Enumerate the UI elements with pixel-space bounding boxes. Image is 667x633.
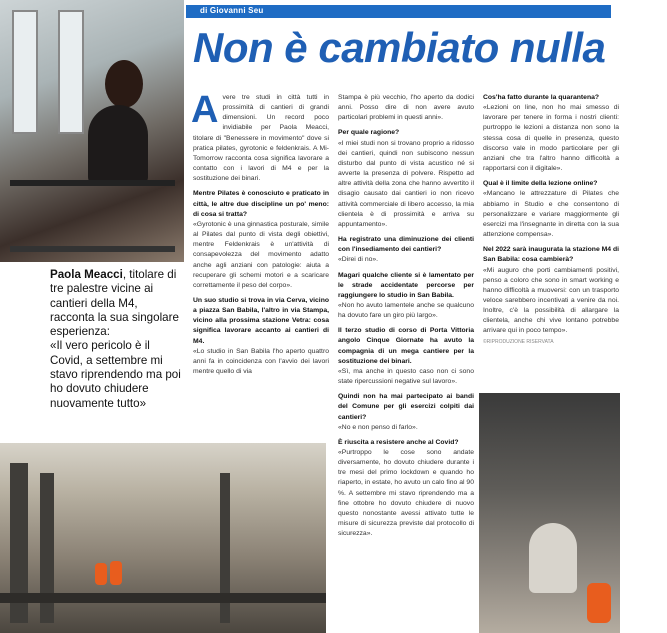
person-body-shape	[88, 105, 148, 185]
photo-pilates-studio	[0, 0, 184, 262]
question-5: Magari qualche cliente si è lamentato per le strade accidentate percorse per raggiungere lo studio in San Babila.	[338, 271, 474, 299]
question-11: Nel 2022 sarà inaugurata la stazione M4 di San Babila: cosa cambierà?	[483, 246, 619, 264]
answer-11: «Mi auguro che porti cambiamenti positivi, penso a coloro che sono in smart working e hanno difficoltà a muoversi: con un trasporto veloce sarebbero incentivati a venire da noi. Inoltre, c'è la possibilità di allargare la clientela, anche chi vive lontano potrebbe arrivare qui in poco tempo».	[483, 266, 619, 335]
article-column-3	[483, 93, 619, 347]
answer-2: «Lo studio in San Babila l'ho aperto quattro anni fa in coincidenza con l'avvio dei lavori mentre quello di via	[193, 347, 329, 376]
dropcap: A	[191, 89, 219, 131]
window-shape	[58, 10, 84, 134]
worker-shape	[587, 583, 611, 623]
caption-text: , titolare di tre palestre vicine ai cantieri della M4, racconta la sua singolare esperienza:	[50, 268, 179, 339]
answer-9: «Lezioni on line, non ho mai smesso di lavorare per tenere in forma i nostri clienti: purtroppo le lezioni a distanza non sono la stessa cosa di quelle in presenza, questo discorso vale in modo particolare per gli anziani che tra l'altro hanno difficoltà a rapportarsi con il digitale».	[483, 104, 619, 173]
byline: di Giovanni Seu	[200, 6, 264, 15]
caption-name: Paola Meacci	[50, 268, 123, 281]
article-column-2	[338, 93, 474, 539]
answer-8: «Purtroppo le cose sono andate diversamente, ho dovuto chiudere durante i tre mesi del primo lockdown e quando ho riaperto, in estate, ho avuto un calo fino al 90 %. A settembre mi stavo riprendendo ma a fine ottobre ho dovuto chiudere di nuovo questo nonostante avessi attivato tutte le misure di sicurezza previste dal protocollo di sicurezza».	[338, 449, 474, 538]
caption-quote: «Il vero pericolo è il Covid, a settembre mi stavo riprendendo ma poi ho dovuto chiudere nuovamente tutto»	[50, 339, 181, 410]
answer-1: «Gyrotonic è una ginnastica posturale, simile al Pilates dal punto di vista degli obiettivi, mentre Feldenkrais è un'attività di consapevolezza del movimento adatto anche agli anziani con patologie: aiuta a recuperare gli schemi motori e a scaricare correttamente il peso del corpo».	[193, 220, 329, 289]
answer-10: «Mancano le attrezzature di Pilates che abbiamo in Studio e che consentono di personalizzare e variare maggiormente gli esercizi ma l'insegnante in diretta con la sua attenzione compensa».	[483, 190, 619, 239]
photo-caption	[50, 268, 182, 411]
article-column-1	[191, 89, 329, 377]
pilates-reformer-shape	[10, 180, 175, 252]
question-9: Cos'ha fatto durante la quarantena?	[483, 94, 600, 101]
photo-tunnel-boring	[479, 393, 620, 633]
question-3: Per quale ragione?	[338, 129, 400, 137]
answer-5: «Non ho avuto lamentele anche se qualcuno ha dovuto fare un giro più largo».	[338, 301, 474, 320]
question-4: Ha registrato una diminuzione dei clienti con l'insediamento dei cantieri?	[338, 236, 474, 254]
copyright-notice: ©RIPRODUZIONE RISERVATA	[483, 338, 554, 345]
question-2: Un suo studio si trova in via Cerva, vicino a piazza San Babila, l'altro in via Stampa, vicino alla prossima stazione Vetra: cosa significa lavorare accanto ai cantieri di M4.	[193, 296, 329, 345]
person-head-shape	[105, 60, 143, 108]
question-7: Quindi non ha mai partecipato ai bandi del Comune per gli esercizi colpiti dai cantieri?	[338, 393, 474, 421]
answer-2-continued: Stampa è più vecchio, l'ho aperto da dodici anni. Posso dire di non avere avuto particolari problemi in questi anni».	[338, 94, 474, 122]
question-1: Mentre Pilates è conosciuto e praticato in città, le altre due discipline un po' meno: di cosa si tratta?	[193, 190, 329, 218]
photo-construction-tunnel	[0, 443, 326, 633]
answer-3: «I miei studi non si trovano proprio a ridosso dei cantieri, quindi non subiscono nessun disturbo dal punto di vista acustico né si avverte la presenza di polvere. Rispetto ad altre attività della zona che hanno avvertito il disagio causato dai cantieri io non ricevo attività commerciale di libero accesso, la mia clientela è di prossimità e arriva su appuntamento».	[338, 139, 474, 228]
headline: Non è cambiato nulla	[193, 24, 606, 71]
question-8: È riuscita a resistere anche al Covid?	[338, 438, 459, 446]
answer-6: «Sì, ma anche in questo caso non ci sono state ripercussioni negative sul lavoro».	[338, 367, 474, 386]
answer-4: «Direi di no».	[338, 256, 379, 264]
window-shape	[12, 10, 38, 134]
question-10: Qual è il limite della lezione online?	[483, 180, 598, 188]
answer-7: «No e non penso di farlo».	[338, 423, 418, 431]
question-6: Il terzo studio di corso di Porta Vittoria angolo Cinque Giornate ha avuto la compagnia di un mega cantiere per la sostituzione dei binari.	[338, 327, 474, 365]
article-intro: vere tre studi in città tutti in prossimità di cantieri di grandi dimensioni. Un record poco invidiabile per Paola Meacci, titolare di "Benessere in movimento" dove si pratica pilates, gyrotonic e feldenkrais. A Mi-Tomorrow racconta cosa significa lavorare a contatto con i lavori di M4 e per la sostituzione dei binari.	[193, 94, 329, 183]
tunnel-machine-shape	[529, 523, 577, 593]
